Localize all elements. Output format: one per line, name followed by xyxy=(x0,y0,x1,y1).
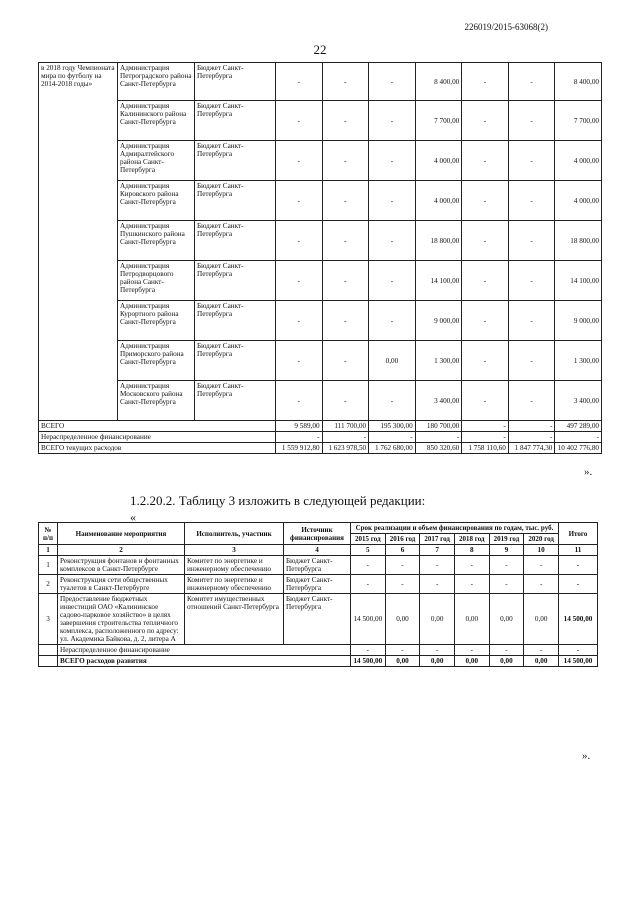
executor-cell: Комитет имущественных отношений Санкт-Петербурга xyxy=(185,594,284,645)
value-cell: - xyxy=(415,432,462,443)
executor-cell: Администрация Петроградского района Санкт-Петербурга xyxy=(118,63,195,101)
column-number: 9 xyxy=(489,545,524,556)
closing-quote-1: ». xyxy=(584,466,593,478)
value-cell: 1 559 912,80 xyxy=(276,443,323,454)
value-cell: 1 300,00 xyxy=(555,341,602,381)
executor-cell: Администрация Калининского района Санкт-Петербурга xyxy=(118,101,195,141)
value-cell: - xyxy=(420,645,455,656)
value-cell: - xyxy=(322,101,369,141)
value-cell: 0,00 xyxy=(524,594,559,645)
executor-cell: Администрация Кировского района Санкт-Петербурга xyxy=(118,181,195,221)
table-row xyxy=(39,63,602,101)
value-cell: - xyxy=(462,421,509,432)
value-cell: 3 400,00 xyxy=(555,381,602,421)
value-cell: 14 500,00 xyxy=(351,656,386,667)
total-row xyxy=(39,421,602,432)
value-cell: 4 000,00 xyxy=(415,181,462,221)
total-development-row xyxy=(39,656,598,667)
row-label: Нераспределенное финансирование xyxy=(58,645,351,656)
total-cell: 14 500,00 xyxy=(559,656,598,667)
value-cell: - xyxy=(276,261,323,301)
row-number xyxy=(39,645,58,656)
value-cell: - xyxy=(369,261,416,301)
value-cell: 8 400,00 xyxy=(415,63,462,101)
value-cell: - xyxy=(489,575,524,594)
row-number: 1 xyxy=(39,556,58,575)
source-cell: Бюджет Санкт-Петербурга xyxy=(284,594,351,645)
value-cell: - xyxy=(276,221,323,261)
source-cell: Бюджет Санкт-Петербурга xyxy=(195,261,276,301)
value-cell: 14 100,00 xyxy=(555,261,602,301)
value-cell: - xyxy=(489,556,524,575)
value-cell: 9 589,00 xyxy=(276,421,323,432)
value-cell: 0,00 xyxy=(369,341,416,381)
value-cell: 1 762 680,00 xyxy=(369,443,416,454)
value-cell: 4 000,00 xyxy=(415,141,462,181)
event-title-cell: в 2018 году Чемпионата мира по футболу на 2014-2018 годы» xyxy=(39,63,118,421)
value-cell: - xyxy=(369,181,416,221)
value-cell: - xyxy=(369,63,416,101)
value-cell: - xyxy=(508,221,555,261)
value-cell: - xyxy=(322,261,369,301)
section-heading: 1.2.20.2. Таблицу 3 изложить в следующей редакции: xyxy=(130,493,426,508)
value-cell: 1 847 774,30 xyxy=(508,443,555,454)
value-cell: - xyxy=(508,63,555,101)
value-cell: - xyxy=(508,181,555,221)
table-row xyxy=(39,261,602,301)
value-cell: - xyxy=(489,645,524,656)
total-cell: - xyxy=(559,575,598,594)
event-name: Реконструкция фонтанов и фонтанных комплексов в Санкт-Петербурге xyxy=(58,556,185,575)
value-cell: 0,00 xyxy=(420,594,455,645)
value-cell: - xyxy=(276,141,323,181)
value-cell: 1 623 978,50 xyxy=(322,443,369,454)
source-cell: Бюджет Санкт-Петербурга xyxy=(284,575,351,594)
value-cell: - xyxy=(369,301,416,341)
table-row xyxy=(39,381,602,421)
value-cell: - xyxy=(462,261,509,301)
total-cell: 14 500,00 xyxy=(559,594,598,645)
value-cell: - xyxy=(276,101,323,141)
row-number xyxy=(39,656,58,667)
value-cell: 14 100,00 xyxy=(415,261,462,301)
table-row xyxy=(39,141,602,181)
value-cell: - xyxy=(454,575,489,594)
header-source: Источник финансирования xyxy=(284,523,351,545)
closing-quote-2: ». xyxy=(582,750,591,762)
value-cell: - xyxy=(462,63,509,101)
value-cell: 10 402 776,80 xyxy=(555,443,602,454)
table-row xyxy=(39,181,602,221)
value-cell: - xyxy=(524,645,559,656)
table-3 xyxy=(38,522,598,667)
source-cell: Бюджет Санкт-Петербурга xyxy=(195,63,276,101)
row-number: 3 xyxy=(39,594,58,645)
value-cell: - xyxy=(454,556,489,575)
value-cell: - xyxy=(351,645,386,656)
value-cell: 180 700,00 xyxy=(415,421,462,432)
value-cell: - xyxy=(508,341,555,381)
value-cell: - xyxy=(369,221,416,261)
row-label: ВСЕГО текущих расходов xyxy=(39,443,276,454)
header-year: 2020 год xyxy=(524,534,559,545)
value-cell: 111 700,00 xyxy=(322,421,369,432)
value-cell: - xyxy=(508,261,555,301)
header-period: Срок реализации и объем финансирования по годам, тыс. руб. xyxy=(351,523,559,534)
value-cell: 7 700,00 xyxy=(415,101,462,141)
source-cell: Бюджет Санкт-Петербурга xyxy=(195,341,276,381)
executor-cell: Администрация Приморского района Санкт-Петербурга xyxy=(118,341,195,381)
unallocated-row xyxy=(39,432,602,443)
executor-cell: Администрация Адмиралтейского района Санкт-Петербурга xyxy=(118,141,195,181)
executor-cell: Администрация Пушкинского района Санкт-Петербурга xyxy=(118,221,195,261)
value-cell: - xyxy=(462,101,509,141)
value-cell: - xyxy=(508,381,555,421)
header-executor: Исполнитель, участник xyxy=(185,523,284,545)
executor-cell: Администрация Петродворцового района Санкт-Петербурга xyxy=(118,261,195,301)
value-cell: - xyxy=(462,221,509,261)
header-year: 2018 год xyxy=(454,534,489,545)
funding-table-continuation xyxy=(38,62,602,454)
value-cell: - xyxy=(524,575,559,594)
source-cell: Бюджет Санкт-Петербурга xyxy=(195,181,276,221)
value-cell: - xyxy=(276,301,323,341)
value-cell: - xyxy=(508,101,555,141)
event-name: Реконструкция сети общественных туалетов в Санкт-Петербурге xyxy=(58,575,185,594)
value-cell: 0,00 xyxy=(385,594,420,645)
value-cell: - xyxy=(508,141,555,181)
source-cell: Бюджет Санкт-Петербурга xyxy=(195,301,276,341)
executor-cell: Администрация Курортного района Санкт-Петербурга xyxy=(118,301,195,341)
column-number: 10 xyxy=(524,545,559,556)
row-number: 2 xyxy=(39,575,58,594)
value-cell: - xyxy=(369,432,416,443)
value-cell: 0,00 xyxy=(489,656,524,667)
column-number: 4 xyxy=(284,545,351,556)
value-cell: - xyxy=(462,432,509,443)
value-cell: - xyxy=(276,381,323,421)
value-cell: - xyxy=(555,432,602,443)
table-row xyxy=(39,341,602,381)
value-cell: 0,00 xyxy=(454,594,489,645)
column-number: 8 xyxy=(454,545,489,556)
unallocated-row xyxy=(39,645,598,656)
value-cell: 7 700,00 xyxy=(555,101,602,141)
table-row xyxy=(39,556,598,575)
value-cell: 0,00 xyxy=(524,656,559,667)
value-cell: - xyxy=(369,381,416,421)
value-cell: - xyxy=(508,432,555,443)
value-cell: 850 320,60 xyxy=(415,443,462,454)
value-cell: 4 000,00 xyxy=(555,141,602,181)
value-cell: - xyxy=(369,141,416,181)
document-number: 226019/2015-63068(2) xyxy=(464,22,548,32)
value-cell: 1 758 110,60 xyxy=(462,443,509,454)
source-cell: Бюджет Санкт-Петербурга xyxy=(195,141,276,181)
row-label: ВСЕГО расходов развития xyxy=(58,656,351,667)
value-cell: 14 500,00 xyxy=(351,594,386,645)
value-cell: - xyxy=(276,432,323,443)
header-year: 2015 год xyxy=(351,534,386,545)
current-expenses-row xyxy=(39,443,602,454)
value-cell: - xyxy=(322,341,369,381)
row-label: ВСЕГО xyxy=(39,421,276,432)
row-label: Нераспределенное финансирование xyxy=(39,432,276,443)
value-cell: - xyxy=(385,575,420,594)
value-cell: - xyxy=(322,63,369,101)
value-cell: - xyxy=(351,556,386,575)
value-cell: - xyxy=(420,575,455,594)
value-cell: - xyxy=(385,556,420,575)
value-cell: - xyxy=(508,421,555,432)
value-cell: 4 000,00 xyxy=(555,181,602,221)
opening-quote: « xyxy=(130,510,136,524)
value-cell: - xyxy=(276,63,323,101)
value-cell: - xyxy=(369,101,416,141)
value-cell: - xyxy=(322,221,369,261)
value-cell: - xyxy=(322,141,369,181)
table-row xyxy=(39,221,602,261)
value-cell: 9 000,00 xyxy=(555,301,602,341)
value-cell: - xyxy=(322,381,369,421)
header-total: Итого xyxy=(559,523,598,545)
value-cell: - xyxy=(276,181,323,221)
value-cell: - xyxy=(462,381,509,421)
value-cell: - xyxy=(462,301,509,341)
value-cell: 3 400,00 xyxy=(415,381,462,421)
header-name: Наименование мероприятия xyxy=(58,523,185,545)
value-cell: 0,00 xyxy=(454,656,489,667)
value-cell: 9 000,00 xyxy=(415,301,462,341)
source-cell: Бюджет Санкт-Петербурга xyxy=(195,221,276,261)
value-cell: - xyxy=(351,575,386,594)
value-cell: 497 289,00 xyxy=(555,421,602,432)
value-cell: - xyxy=(385,645,420,656)
value-cell: - xyxy=(322,432,369,443)
executor-cell: Комитет по энергетике и инженерному обеспечению xyxy=(185,556,284,575)
value-cell: 18 800,00 xyxy=(415,221,462,261)
table-row xyxy=(39,101,602,141)
executor-cell: Администрация Московского района Санкт-Петербурга xyxy=(118,381,195,421)
value-cell: 1 300,00 xyxy=(415,341,462,381)
value-cell: - xyxy=(524,556,559,575)
value-cell: 0,00 xyxy=(420,656,455,667)
header-year: 2016 год xyxy=(385,534,420,545)
value-cell: - xyxy=(420,556,455,575)
value-cell: 195 300,00 xyxy=(369,421,416,432)
value-cell: - xyxy=(462,181,509,221)
event-name: Предоставление бюджетных инвестиций ОАО «Калининское садово-парковое хозяйство» в целях завершения строительства тепличного комплекса, расположенного по адресу: ул. Академика Байкова, д. 2, литера А xyxy=(58,594,185,645)
column-number: 1 xyxy=(39,545,58,556)
value-cell: - xyxy=(508,301,555,341)
header-year: 2019 год xyxy=(489,534,524,545)
column-number: 7 xyxy=(420,545,455,556)
value-cell: 0,00 xyxy=(489,594,524,645)
column-number: 6 xyxy=(385,545,420,556)
table-row xyxy=(39,575,598,594)
total-cell: - xyxy=(559,645,598,656)
value-cell: - xyxy=(462,341,509,381)
header-num: № п/п xyxy=(39,523,58,545)
column-number: 3 xyxy=(185,545,284,556)
value-cell: - xyxy=(322,181,369,221)
table-row xyxy=(39,594,598,645)
value-cell: 8 400,00 xyxy=(555,63,602,101)
source-cell: Бюджет Санкт-Петербурга xyxy=(195,381,276,421)
value-cell: - xyxy=(322,301,369,341)
column-number: 2 xyxy=(58,545,185,556)
header-year: 2017 год xyxy=(420,534,455,545)
column-number: 5 xyxy=(351,545,386,556)
table-row xyxy=(39,301,602,341)
value-cell: 0,00 xyxy=(385,656,420,667)
source-cell: Бюджет Санкт-Петербурга xyxy=(195,101,276,141)
page-number: 22 xyxy=(313,42,327,57)
source-cell: Бюджет Санкт-Петербурга xyxy=(284,556,351,575)
value-cell: - xyxy=(454,645,489,656)
value-cell: - xyxy=(462,141,509,181)
column-number: 11 xyxy=(559,545,598,556)
value-cell: - xyxy=(276,341,323,381)
total-cell: - xyxy=(559,556,598,575)
executor-cell: Комитет по энергетике и инженерному обеспечению xyxy=(185,575,284,594)
value-cell: 18 800,00 xyxy=(555,221,602,261)
